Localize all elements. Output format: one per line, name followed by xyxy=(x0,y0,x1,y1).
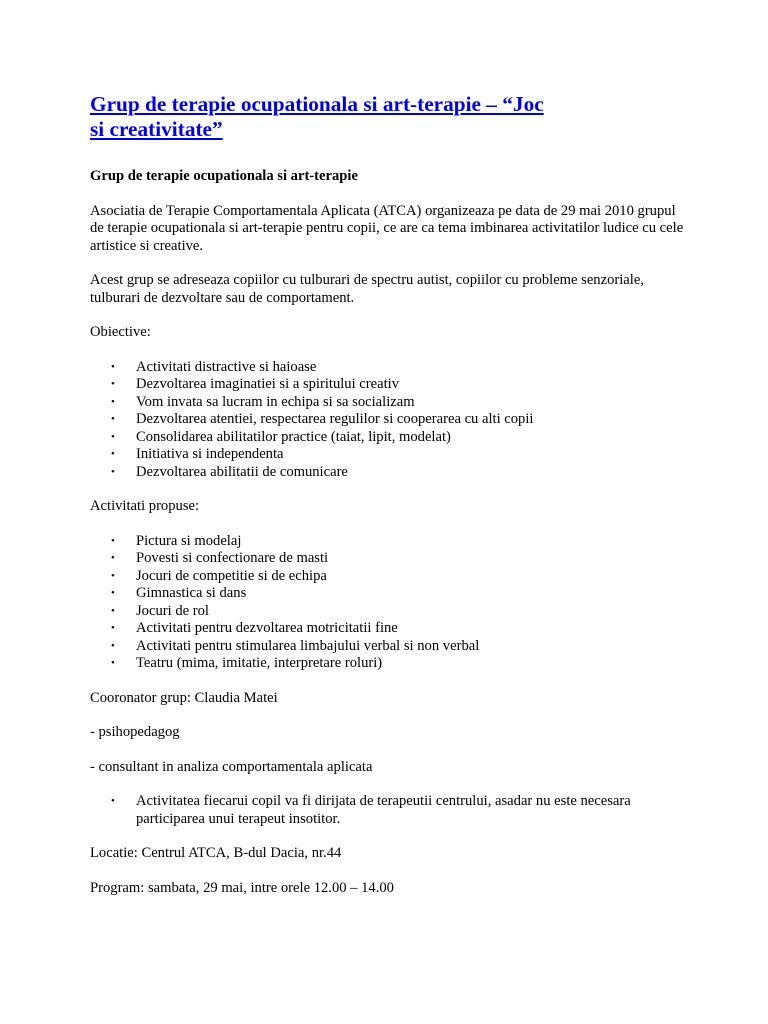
list-item: • Vom invata sa lucram in echipa si sa socializam xyxy=(90,394,690,412)
article-subtitle: Grup de terapie ocupationala si art-terapie xyxy=(90,168,358,184)
article-body xyxy=(90,92,690,897)
activities-list xyxy=(90,533,690,673)
objectives-list xyxy=(90,359,690,482)
title-line-1[interactable]: Grup de terapie ocupationala si art-terapie – “Joc xyxy=(90,92,544,116)
list-item: • Activitati pentru dezvoltarea motricitatii fine xyxy=(90,620,690,638)
location-line: Locatie: Centrul ATCA, B-dul Dacia, nr.44 xyxy=(90,845,342,861)
article-title-link[interactable] xyxy=(90,92,590,142)
role-consultant: - consultant in analiza comportamentala aplicata xyxy=(90,758,373,775)
coordinator-line: Cooronator grup: Claudia Matei xyxy=(90,689,278,706)
activities-heading: Activitati propuse: xyxy=(90,498,200,514)
title-line-2[interactable]: si creativitate” xyxy=(90,117,223,141)
list-item: • Dezvoltarea atentiei, respectarea regulilor si cooperarea cu alti copii xyxy=(90,411,690,429)
list-item: • Initiativa si independenta xyxy=(90,446,690,464)
list-item: • Gimnastica si dans xyxy=(90,585,690,603)
list-item: • Dezvoltarea abilitatii de comunicare xyxy=(90,464,690,482)
role-psihopedagog: - psihopedagog xyxy=(90,724,180,740)
intro-paragraph: Asociatia de Terapie Comportamentala Aplicata (ATCA) organizeaza pe data de 29 mai 2010 grupul de terapie ocupationala si art-terapie pentru copii, ce are ca tema imbinarea activitatilor ludice cu cele artistice si creative. xyxy=(90,202,684,254)
list-item: • Jocuri de rol xyxy=(90,603,690,621)
list-item: • Teatru (mima, imitatie, interpretare roluri) xyxy=(90,655,690,673)
audience-paragraph: Acest grup se adreseaza copiilor cu tulburari de spectru autist, copiilor cu probleme senzoriale, tulburari de dezvoltare sau de comportament. xyxy=(90,272,644,306)
list-item: • Jocuri de competitie si de echipa xyxy=(90,568,690,586)
list-item: • Dezvoltarea imaginatiei si a spiritului creativ xyxy=(90,376,690,394)
list-item: • Activitatea fiecarui copil va fi dirijata de terapeutii centrului, asadar nu este necesara participarea unui terapeut insotitor. xyxy=(90,793,690,828)
note-list xyxy=(90,793,690,828)
program-line: Program: sambata, 29 mai, intre orele 12.00 – 14.00 xyxy=(90,879,394,896)
list-item: • Povesti si confectionare de masti xyxy=(90,550,690,568)
list-item: • Consolidarea abilitatilor practice (taiat, lipit, modelat) xyxy=(90,429,690,447)
list-item: • Activitati distractive si haioase xyxy=(90,359,690,377)
list-item: • Pictura si modelaj xyxy=(90,533,690,551)
objectives-heading: Obiective: xyxy=(90,324,151,340)
list-item: • Activitati pentru stimularea limbajului verbal si non verbal xyxy=(90,638,690,656)
